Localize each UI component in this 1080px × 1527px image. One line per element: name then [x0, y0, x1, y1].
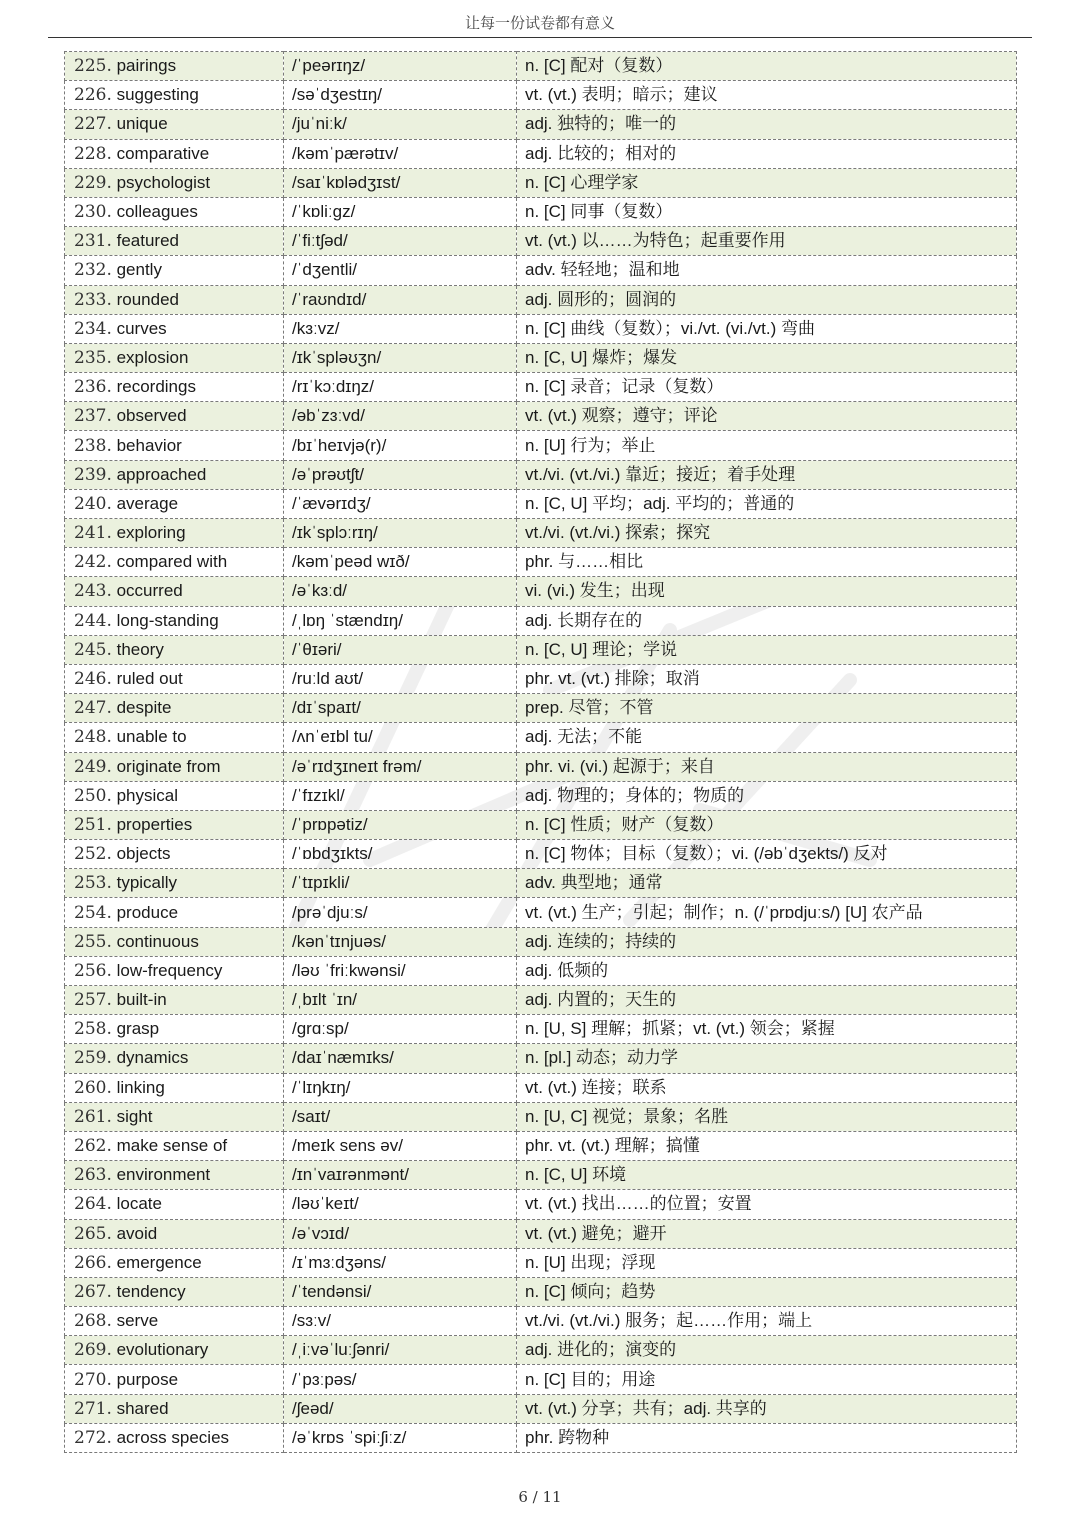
definition-cell: adj. 进化的；演变的 — [517, 1336, 1017, 1365]
word-cell — [65, 81, 284, 110]
table-row — [65, 1073, 1017, 1102]
entry-number: 225. — [74, 56, 112, 77]
table-row — [65, 1394, 1017, 1423]
word-cell — [65, 986, 284, 1015]
phonetic-cell: /səˈdʒestɪŋ/ — [284, 81, 517, 110]
word-cell — [65, 1307, 284, 1336]
word-cell — [65, 168, 284, 197]
definition-cell: n. [C, U] 平均；adj. 平均的；普通的 — [517, 489, 1017, 518]
table-row — [65, 227, 1017, 256]
table-row — [65, 664, 1017, 693]
entry-word: comparative — [116, 143, 210, 163]
definition-cell: n. [C] 物体；目标（复数）；vi. (/əbˈdʒekts/) 反对 — [517, 840, 1017, 869]
entry-word: avoid — [116, 1223, 158, 1243]
entry-number: 239. — [74, 464, 112, 485]
phonetic-cell: /ɪˈmɜːdʒəns/ — [284, 1248, 517, 1277]
word-cell — [65, 1277, 284, 1306]
entry-number: 242. — [74, 552, 112, 573]
table-row — [65, 314, 1017, 343]
phonetic-cell: /ˈlɪŋkɪŋ/ — [284, 1073, 517, 1102]
entry-number: 257. — [74, 990, 112, 1011]
word-cell — [65, 635, 284, 664]
table-row — [65, 1219, 1017, 1248]
entry-word: dynamics — [116, 1048, 189, 1068]
entry-word: approached — [116, 464, 207, 484]
phonetic-cell: /dɪˈspaɪt/ — [284, 694, 517, 723]
phonetic-cell: /juˈniːk/ — [284, 110, 517, 139]
entry-word: built-in — [116, 990, 167, 1010]
entry-number: 260. — [74, 1077, 112, 1098]
table-row — [65, 956, 1017, 985]
entry-number: 240. — [74, 493, 112, 514]
entry-word: evolutionary — [116, 1340, 209, 1360]
entry-number: 266. — [74, 1252, 112, 1273]
definition-cell: phr. 跨物种 — [517, 1423, 1017, 1452]
table-row — [65, 927, 1017, 956]
entry-number: 244. — [74, 610, 112, 631]
definition-cell: vt. (vt.) 以……为特色；起重要作用 — [517, 227, 1017, 256]
phonetic-cell: /saɪˈkɒlədʒɪst/ — [284, 168, 517, 197]
entry-number: 245. — [74, 639, 112, 660]
entry-number: 262. — [74, 1136, 112, 1157]
word-cell — [65, 606, 284, 635]
word-cell — [65, 1219, 284, 1248]
definition-cell: n. [C] 同事（复数） — [517, 197, 1017, 226]
table-row — [65, 840, 1017, 869]
entry-word: rounded — [116, 289, 179, 309]
phonetic-cell: /əˈrɪdʒɪneɪt frəm/ — [284, 752, 517, 781]
table-row — [65, 1015, 1017, 1044]
vocabulary-table — [64, 51, 1017, 1453]
table-row — [65, 606, 1017, 635]
table-row — [65, 373, 1017, 402]
entry-word: continuous — [116, 931, 199, 951]
definition-cell: n. [C] 配对（复数） — [517, 52, 1017, 81]
entry-word: occurred — [116, 581, 183, 601]
entry-number: 258. — [74, 1019, 112, 1040]
entry-word: theory — [116, 639, 164, 659]
phonetic-cell: /kəmˈpærətɪv/ — [284, 139, 517, 168]
entry-word: typically — [116, 873, 178, 893]
entry-word: featured — [116, 231, 179, 251]
phonetic-cell: /ˈpeərɪŋz/ — [284, 52, 517, 81]
word-cell — [65, 1161, 284, 1190]
table-row — [65, 1307, 1017, 1336]
entry-number: 255. — [74, 931, 112, 952]
entry-word: originate from — [116, 756, 221, 776]
definition-cell: vt. (vt.) 表明；暗示；建议 — [517, 81, 1017, 110]
definition-cell: vt. (vt.) 观察；遵守；评论 — [517, 402, 1017, 431]
phonetic-cell: /ɪkˈspləʊʒn/ — [284, 343, 517, 372]
table-row — [65, 577, 1017, 606]
word-cell — [65, 1044, 284, 1073]
definition-cell: n. [U, S] 理解；抓紧；vt. (vt.) 领会；紧握 — [517, 1015, 1017, 1044]
table-row — [65, 694, 1017, 723]
definition-cell: adj. 独特的；唯一的 — [517, 110, 1017, 139]
definition-cell: n. [C] 倾向；趋势 — [517, 1277, 1017, 1306]
phonetic-cell: /ləʊ ˈfriːkwənsi/ — [284, 956, 517, 985]
phonetic-cell: /daɪˈnæmɪks/ — [284, 1044, 517, 1073]
word-cell — [65, 256, 284, 285]
table-row — [65, 752, 1017, 781]
table-row — [65, 460, 1017, 489]
phonetic-cell: /kɜːvz/ — [284, 314, 517, 343]
table-row — [65, 1248, 1017, 1277]
definition-cell: vt. (vt.) 分享；共有；adj. 共享的 — [517, 1394, 1017, 1423]
word-cell — [65, 489, 284, 518]
entry-word: explosion — [116, 347, 189, 367]
entry-number: 261. — [74, 1106, 112, 1127]
word-cell — [65, 343, 284, 372]
entry-number: 226. — [74, 85, 112, 106]
word-cell — [65, 1073, 284, 1102]
definition-cell: adj. 无法；不能 — [517, 723, 1017, 752]
word-cell — [65, 1015, 284, 1044]
table-row — [65, 986, 1017, 1015]
entry-word: serve — [116, 1311, 159, 1331]
definition-cell: vt. (vt.) 避免；避开 — [517, 1219, 1017, 1248]
phonetic-cell: /bɪˈheɪvjə(r)/ — [284, 431, 517, 460]
table-row — [65, 343, 1017, 372]
definition-cell: phr. vt. (vt.) 理解；搞懂 — [517, 1131, 1017, 1160]
word-cell — [65, 227, 284, 256]
entry-number: 248. — [74, 727, 112, 748]
entry-word: make sense of — [116, 1136, 228, 1156]
entry-word: recordings — [116, 377, 196, 397]
entry-word: curves — [116, 318, 167, 338]
table-row — [65, 810, 1017, 839]
word-cell — [65, 577, 284, 606]
definition-cell: adv. 典型地；通常 — [517, 869, 1017, 898]
entry-word: locate — [116, 1194, 162, 1214]
phonetic-cell: /ˈkɒliːgz/ — [284, 197, 517, 226]
definition-cell: phr. vi. (vi.) 起源于；来自 — [517, 752, 1017, 781]
entry-number: 250. — [74, 785, 112, 806]
page-header-title: 让每一份试卷都有意义 — [464, 14, 615, 32]
entry-word: suggesting — [116, 85, 199, 105]
definition-cell: vt. (vt.) 找出……的位置；安置 — [517, 1190, 1017, 1219]
entry-number: 243. — [74, 581, 112, 602]
entry-word: average — [116, 493, 179, 513]
table-row — [65, 1102, 1017, 1131]
entry-word: pairings — [116, 56, 177, 76]
phonetic-cell: /əˈkɜːd/ — [284, 577, 517, 606]
phonetic-cell: /rɪˈkɔːdɪŋz/ — [284, 373, 517, 402]
phonetic-cell: /ˈθɪəri/ — [284, 635, 517, 664]
word-cell — [65, 1336, 284, 1365]
table-row — [65, 1336, 1017, 1365]
definition-cell: adj. 物理的；身体的；物质的 — [517, 781, 1017, 810]
table-row — [65, 519, 1017, 548]
word-cell — [65, 1131, 284, 1160]
word-cell — [65, 110, 284, 139]
phonetic-cell: /ˈtendənsi/ — [284, 1277, 517, 1306]
word-cell — [65, 285, 284, 314]
table-row — [65, 635, 1017, 664]
definition-cell: vt. (vt.) 连接；联系 — [517, 1073, 1017, 1102]
table-row — [65, 898, 1017, 927]
definition-cell: adj. 比较的；相对的 — [517, 139, 1017, 168]
phonetic-cell: /prəˈdjuːs/ — [284, 898, 517, 927]
entry-word: unable to — [116, 727, 187, 747]
word-cell — [65, 402, 284, 431]
entry-number: 232. — [74, 260, 112, 281]
entry-number: 230. — [74, 202, 112, 223]
table-row — [65, 489, 1017, 518]
entry-word: tendency — [116, 1281, 186, 1301]
entry-word: observed — [116, 406, 187, 426]
definition-cell: n. [C, U] 环境 — [517, 1161, 1017, 1190]
entry-word: behavior — [116, 435, 182, 455]
phonetic-cell: /əˈvɔɪd/ — [284, 1219, 517, 1248]
page-number: 6 / 11 — [518, 1488, 562, 1506]
entry-number: 272. — [74, 1427, 112, 1448]
word-cell — [65, 1248, 284, 1277]
entry-number: 264. — [74, 1194, 112, 1215]
entry-number: 229. — [74, 172, 112, 193]
word-cell — [65, 752, 284, 781]
word-cell — [65, 694, 284, 723]
entry-number: 268. — [74, 1311, 112, 1332]
phonetic-cell: /ləʊˈkeɪt/ — [284, 1190, 517, 1219]
table-row — [65, 1423, 1017, 1452]
phonetic-cell: /ˈprɒpətiz/ — [284, 810, 517, 839]
entry-word: long-standing — [116, 610, 219, 630]
definition-cell: n. [C] 曲线（复数）；vi./vt. (vi./vt.) 弯曲 — [517, 314, 1017, 343]
definition-cell: n. [U] 出现；浮现 — [517, 1248, 1017, 1277]
table-row — [65, 139, 1017, 168]
word-cell — [65, 460, 284, 489]
table-row — [65, 723, 1017, 752]
table-row — [65, 1131, 1017, 1160]
entry-word: physical — [116, 785, 179, 805]
phonetic-cell: /əˈkrɒs ˈspiːʃiːz/ — [284, 1423, 517, 1452]
entry-word: purpose — [116, 1369, 179, 1389]
word-cell — [65, 1423, 284, 1452]
entry-word: produce — [116, 902, 179, 922]
phonetic-cell: /ˈfɪzɪkl/ — [284, 781, 517, 810]
table-row — [65, 548, 1017, 577]
phonetic-cell: /ʌnˈeɪbl tu/ — [284, 723, 517, 752]
phonetic-cell: /əˈprəʊtʃt/ — [284, 460, 517, 489]
entry-word: psychologist — [116, 172, 211, 192]
word-cell — [65, 927, 284, 956]
definition-cell: vt. (vt.) 生产；引起；制作；n. (/ˈprɒdjuːs/) [U] 农产品 — [517, 898, 1017, 927]
word-cell — [65, 373, 284, 402]
phonetic-cell: /əbˈzɜːvd/ — [284, 402, 517, 431]
definition-cell: n. [U, C] 视觉；景象；名胜 — [517, 1102, 1017, 1131]
entry-word: across species — [116, 1427, 230, 1447]
phonetic-cell: /grɑːsp/ — [284, 1015, 517, 1044]
entry-number: 267. — [74, 1281, 112, 1302]
definition-cell: phr. vt. (vt.) 排除；取消 — [517, 664, 1017, 693]
phonetic-cell: /ˈtɪpɪkli/ — [284, 869, 517, 898]
definition-cell: adj. 长期存在的 — [517, 606, 1017, 635]
entry-word: properties — [116, 814, 193, 834]
word-cell — [65, 197, 284, 226]
entry-word: ruled out — [116, 669, 183, 689]
phonetic-cell: /ˈfiːtʃəd/ — [284, 227, 517, 256]
entry-word: emergence — [116, 1252, 202, 1272]
definition-cell: n. [C] 录音；记录（复数） — [517, 373, 1017, 402]
phonetic-cell: /ruːld aʊt/ — [284, 664, 517, 693]
entry-word: objects — [116, 844, 171, 864]
entry-number: 263. — [74, 1165, 112, 1186]
table-row — [65, 81, 1017, 110]
table-row — [65, 1277, 1017, 1306]
phonetic-cell: /ˈdʒentli/ — [284, 256, 517, 285]
definition-cell: adj. 连续的；持续的 — [517, 927, 1017, 956]
table-row — [65, 402, 1017, 431]
definition-cell: prep. 尽管；不管 — [517, 694, 1017, 723]
word-cell — [65, 781, 284, 810]
definition-cell: n. [U] 行为；举止 — [517, 431, 1017, 460]
definition-cell: phr. 与……相比 — [517, 548, 1017, 577]
phonetic-cell: /ˌiːvəˈluːʃənri/ — [284, 1336, 517, 1365]
table-row — [65, 110, 1017, 139]
word-cell — [65, 1394, 284, 1423]
definition-cell: n. [C] 目的；用途 — [517, 1365, 1017, 1394]
entry-number: 227. — [74, 114, 112, 135]
word-cell — [65, 840, 284, 869]
phonetic-cell: /ˈɒbdʒɪkts/ — [284, 840, 517, 869]
phonetic-cell: /meɪk sens əv/ — [284, 1131, 517, 1160]
entry-number: 251. — [74, 814, 112, 835]
entry-number: 256. — [74, 960, 112, 981]
word-cell — [65, 898, 284, 927]
entry-number: 236. — [74, 377, 112, 398]
word-cell — [65, 1190, 284, 1219]
definition-cell: adj. 圆形的；圆润的 — [517, 285, 1017, 314]
phonetic-cell: /kənˈtɪnjuəs/ — [284, 927, 517, 956]
entry-word: despite — [116, 698, 172, 718]
entry-word: environment — [116, 1165, 211, 1185]
phonetic-cell: /ʃeəd/ — [284, 1394, 517, 1423]
table-row — [65, 431, 1017, 460]
entry-number: 241. — [74, 523, 112, 544]
table-row — [65, 1190, 1017, 1219]
phonetic-cell: /saɪt/ — [284, 1102, 517, 1131]
definition-cell: adj. 内置的；天生的 — [517, 986, 1017, 1015]
entry-word: low-frequency — [116, 960, 223, 980]
table-row — [65, 197, 1017, 226]
header-divider — [48, 37, 1032, 38]
entry-number: 269. — [74, 1340, 112, 1361]
entry-number: 238. — [74, 435, 112, 456]
phonetic-cell: /ˈævərɪdʒ/ — [284, 489, 517, 518]
entry-number: 234. — [74, 318, 112, 339]
entry-number: 254. — [74, 902, 112, 923]
phonetic-cell: /ɪkˈsplɔːrɪŋ/ — [284, 519, 517, 548]
entry-word: shared — [116, 1398, 169, 1418]
table-row — [65, 781, 1017, 810]
definition-cell: n. [C, U] 理论；学说 — [517, 635, 1017, 664]
phonetic-cell: /ˈraʊndɪd/ — [284, 285, 517, 314]
phonetic-cell: /ˌbɪlt ˈɪn/ — [284, 986, 517, 1015]
entry-number: 235. — [74, 347, 112, 368]
table-row — [65, 869, 1017, 898]
word-cell — [65, 723, 284, 752]
definition-cell: vt./vi. (vt./vi.) 服务；起……作用；端上 — [517, 1307, 1017, 1336]
phonetic-cell: /ˌlɒŋ ˈstændɪŋ/ — [284, 606, 517, 635]
word-cell — [65, 1102, 284, 1131]
entry-number: 259. — [74, 1048, 112, 1069]
entry-word: colleagues — [116, 202, 198, 222]
definition-cell: n. [pl.] 动态；动力学 — [517, 1044, 1017, 1073]
entry-word: gently — [116, 260, 162, 280]
definition-cell: vt./vi. (vt./vi.) 靠近；接近；着手处理 — [517, 460, 1017, 489]
phonetic-cell: /kəmˈpeəd wɪð/ — [284, 548, 517, 577]
entry-number: 233. — [74, 289, 112, 310]
table-row — [65, 1161, 1017, 1190]
definition-cell: adj. 低频的 — [517, 956, 1017, 985]
entry-number: 228. — [74, 143, 112, 164]
entry-number: 249. — [74, 756, 112, 777]
entry-word: grasp — [116, 1019, 160, 1039]
entry-number: 246. — [74, 669, 112, 690]
entry-word: unique — [116, 114, 168, 134]
word-cell — [65, 139, 284, 168]
entry-word: linking — [116, 1077, 165, 1097]
table-row — [65, 256, 1017, 285]
word-cell — [65, 52, 284, 81]
entry-number: 265. — [74, 1223, 112, 1244]
word-cell — [65, 664, 284, 693]
entry-number: 270. — [74, 1369, 112, 1390]
word-cell — [65, 956, 284, 985]
definition-cell: n. [C] 心理学家 — [517, 168, 1017, 197]
definition-cell: vt./vi. (vt./vi.) 探索；探究 — [517, 519, 1017, 548]
phonetic-cell: /ɪnˈvaɪrənmənt/ — [284, 1161, 517, 1190]
entry-number: 247. — [74, 698, 112, 719]
word-cell — [65, 810, 284, 839]
entry-number: 237. — [74, 406, 112, 427]
word-cell — [65, 519, 284, 548]
entry-number: 271. — [74, 1398, 112, 1419]
entry-number: 252. — [74, 844, 112, 865]
entry-number: 231. — [74, 231, 112, 252]
word-cell — [65, 314, 284, 343]
word-cell — [65, 1365, 284, 1394]
word-cell — [65, 869, 284, 898]
word-cell — [65, 548, 284, 577]
word-cell — [65, 431, 284, 460]
table-row — [65, 52, 1017, 81]
table-row — [65, 1365, 1017, 1394]
definition-cell: vi. (vi.) 发生；出现 — [517, 577, 1017, 606]
entry-number: 253. — [74, 873, 112, 894]
definition-cell: n. [C] 性质；财产（复数） — [517, 810, 1017, 839]
entry-word: compared with — [116, 552, 228, 572]
phonetic-cell: /ˈpɜːpəs/ — [284, 1365, 517, 1394]
entry-word: sight — [116, 1106, 153, 1126]
definition-cell: n. [C, U] 爆炸；爆发 — [517, 343, 1017, 372]
table-row — [65, 285, 1017, 314]
table-row — [65, 168, 1017, 197]
entry-word: exploring — [116, 523, 186, 543]
phonetic-cell: /sɜːv/ — [284, 1307, 517, 1336]
table-row — [65, 1044, 1017, 1073]
definition-cell: adv. 轻轻地；温和地 — [517, 256, 1017, 285]
